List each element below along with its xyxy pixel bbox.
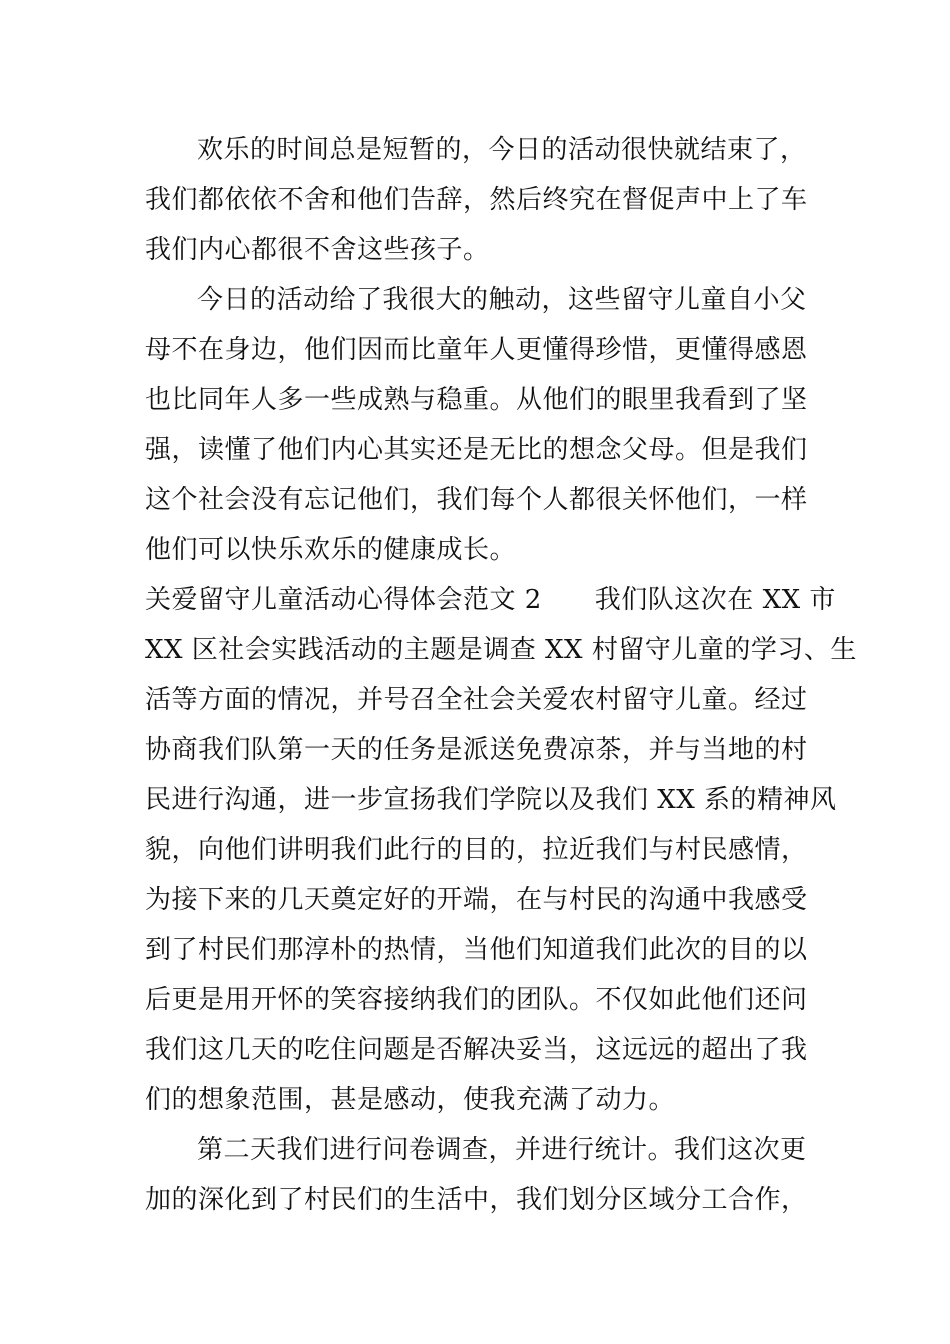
text-line: 第二天我们进行问卷调查，并进行统计。我们这次更 (197, 1135, 807, 1165)
text-line: 到了村民们那淳朴的热情，当他们知道我们此次的目的以 (145, 935, 808, 965)
text-line: 们的想象范围，甚是感动，使我充满了动力。 (145, 1085, 676, 1115)
text-line: 今日的活动给了我很大的触动，这些留守儿童自小父 (197, 285, 807, 315)
text-line: 民进行沟通，进一步宣扬我们学院以及我们 XX 系的精神风 (145, 785, 837, 815)
text-line: 我们都依依不舍和他们告辞，然后终究在督促声中上了车 (145, 185, 808, 215)
text-line: 加的深化到了村民们的生活中，我们划分区域分工合作， (145, 1185, 808, 1215)
text-line: 欢乐的时间总是短暂的，今日的活动很快就结束了， (197, 135, 807, 165)
text-line: 我们这几天的吃住问题是否解决妥当，这远远的超出了我 (145, 1035, 808, 1065)
text-line: XX 区社会实践活动的主题是调查 XX 村留守儿童的学习、生 (145, 635, 857, 665)
text-line: 为接下来的几天奠定好的开端，在与村民的沟通中我感受 (145, 885, 808, 915)
section-heading-line: 关爱留守儿童活动心得体会范文 2 我们队这次在 XX 市 (145, 585, 836, 615)
text-line: 貌，向他们讲明我们此行的目的，拉近我们与村民感情， (145, 835, 808, 865)
text-line: 这个社会没有忘记他们，我们每个人都很关怀他们，一样 (145, 485, 808, 515)
text-line: 强，读懂了他们内心其实还是无比的想念父母。但是我们 (145, 435, 808, 465)
text-line: 母不在身边，他们因而比童年人更懂得珍惜，更懂得感恩 (145, 335, 808, 365)
text-line: 后更是用开怀的笑容接纳我们的团队。不仅如此他们还问 (145, 985, 808, 1015)
text-line: 他们可以快乐欢乐的健康成长。 (145, 535, 517, 565)
text-line: 我们内心都很不舍这些孩子。 (145, 235, 490, 265)
text-line: 协商我们队第一天的任务是派送免费凉茶，并与当地的村 (145, 735, 808, 765)
text-line: 活等方面的情况，并号召全社会关爱农村留守儿童。经过 (145, 685, 808, 715)
text-line: 也比同年人多一些成熟与稳重。从他们的眼里我看到了坚 (145, 385, 808, 415)
